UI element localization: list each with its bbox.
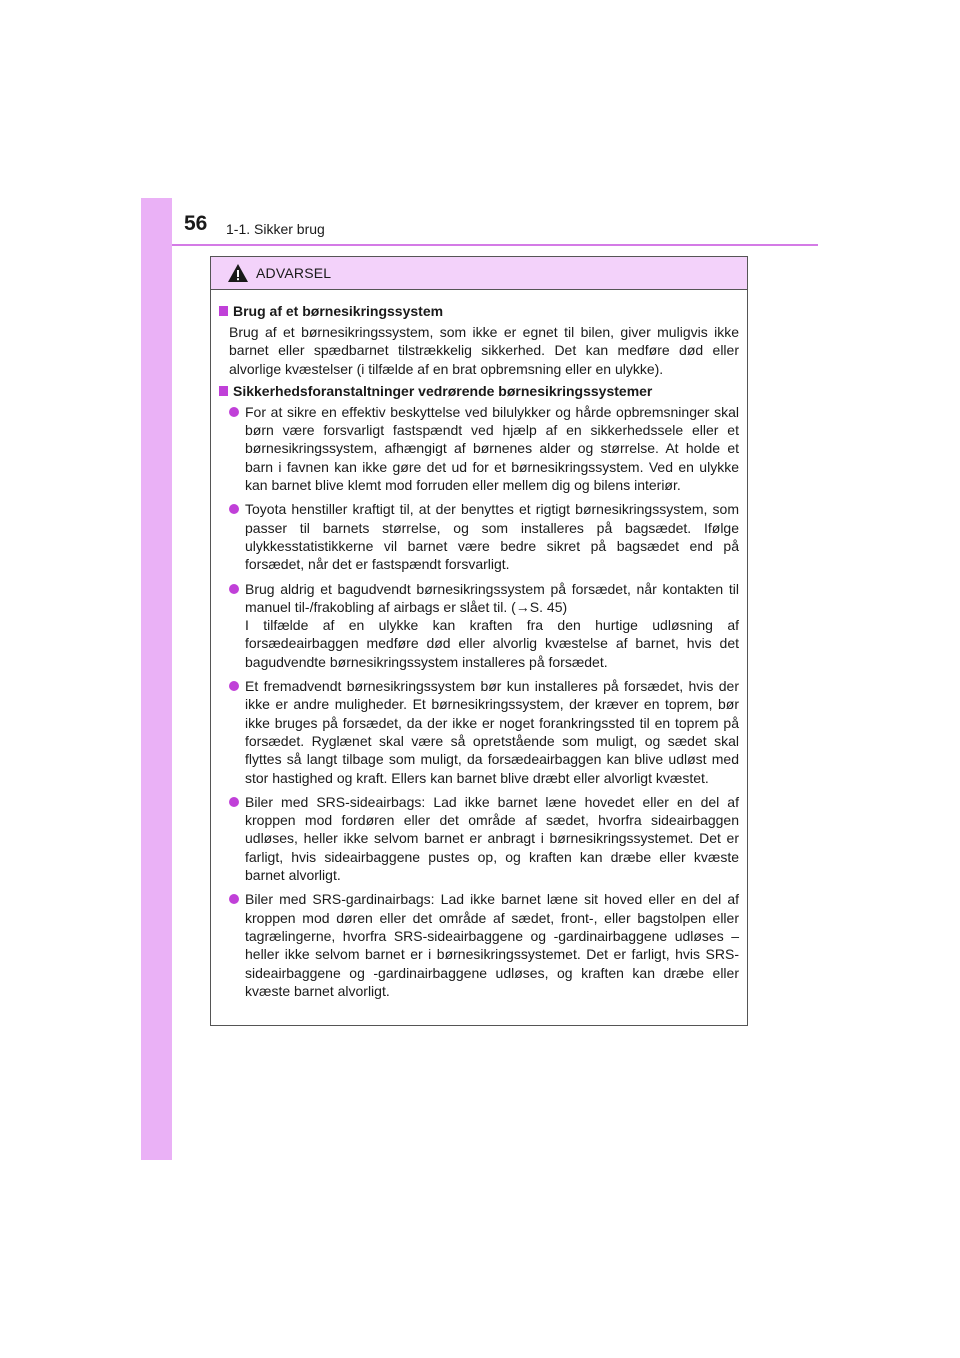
section-title: 1-1. Sikker brug: [226, 221, 325, 237]
list-item-text: Biler med SRS-gardinairbags: Lad ikke barnet læne sit hoved eller en del af kroppen mod døren eller det område af sædet, front-, eller bagstolpen eller tagrælingerne, hvorfra SRS-sideairbaggene og -gardinairbaggene udløses – heller ikke selvom barnet er i børnesikringssystemet. Det er farligt, hvis SRS-sideairbaggene og -gardinairbaggene udløses, og kraften kan dræbe eller kvæste barnet alvorligt.: [245, 891, 739, 999]
section-heading: [219, 302, 739, 320]
list-item: [229, 500, 739, 573]
warning-triangle-icon: [227, 263, 249, 283]
list-item: [229, 403, 739, 494]
warning-box: [210, 256, 748, 1026]
warning-header: [211, 257, 747, 290]
section-heading-text: Sikkerhedsforanstaltninger vedrørende børnesikringssystemer: [233, 382, 653, 399]
square-bullet-icon: [219, 386, 228, 396]
list-item-text: For at sikre en effektiv beskyttelse ved bilulykker og hårde opbremsninger skal børn være forsvarligt fastspændt ved hjælp af en sikkerhedssele eller et børnesikringssystem, afhængigt af børnenes alder og størrelse. At holde et barn i favnen kan ikke gøre det ud for et børnesikringssystem. Ved en ulykke kan barnet blive klemt mod forruden eller mellem dig og bilens interiør.: [245, 403, 739, 494]
page-number: 56: [184, 212, 208, 235]
round-bullet-icon: [229, 681, 239, 691]
list-item-text-continued: I tilfælde af en ulykke kan kraften fra den hurtige udløsning af forsædeairbaggen medføre død eller alvorlig kvæstelse af barnet, hvis det bagudvendte børnesikringssystem installeres på forsædet.: [245, 617, 739, 670]
section-heading-text: Brug af et børnesikringssystem: [233, 303, 444, 319]
round-bullet-icon: [229, 894, 239, 904]
list-item-text: Toyota henstiller kraftigt til, at der benyttes et rigtigt børnesikringssystem, som passer til barnets størrelse, og som installeres på bagsædet. Ifølge ulykkesstatistikkerne vil barnet være bedre sikret på bagsædet end på forsædet, når det er fastspændt forsvarligt.: [245, 501, 739, 573]
list-item: [229, 793, 739, 884]
warning-body: [211, 290, 747, 1000]
square-bullet-icon: [219, 306, 228, 316]
list-item-text: Et fremadvendt børnesikringssystem bør kun installeres på forsædet, hvis der ikke er andre muligheder. Et børnesikringssystem, der kræver en toprem, bør ikke bruges på forsædet, da der ikke er noget forankringssted til en toprem på forsædet. Ryglænet skal være så opretstående som muligt, og sædet skal flyttes så langt tilbage som muligt, da forsædeairbaggen kan blive udløst med stor hastighed og kraft. Ellers kan barnet blive dræbt eller alvorligt kvæstet.: [245, 678, 739, 786]
header-rule: [172, 244, 818, 246]
list-item-text: Brug aldrig et bagudvendt børnesikringssystem på forsædet, når kontakten til manuel til-/frakobling af airbags er slået til. (→S. 45): [245, 580, 739, 615]
round-bullet-icon: [229, 797, 239, 807]
section-paragraph: Brug af et børnesikringssystem, som ikke er egnet til bilen, giver muligvis ikke barnet eller spædbarnet tilstrækkelig sikkerhed. Det kan medføre død eller alvorlige kvæstelser (i tilfælde af en brat opbremsning eller en ulykke).: [229, 324, 739, 377]
list-item-text: Biler med SRS-sideairbags: Lad ikke barnet læne hovedet eller en del af kroppen mod fordøren eller det område af sædet, hvorfra sideairbaggen udløses, heller ikke selvom barnet er anbragt i børnesikringssystemet. Det er farligt, hvis sideairbaggene pustes op, og kraften kan dræbe eller kvæste barnet alvorligt.: [245, 793, 739, 884]
list-item: [229, 677, 739, 787]
warning-label: ADVARSEL: [256, 265, 332, 281]
list-item: [229, 890, 739, 1000]
round-bullet-icon: [229, 407, 239, 417]
side-tab-strip: [141, 198, 172, 1160]
list-item: [229, 580, 739, 671]
round-bullet-icon: [229, 584, 239, 594]
section-heading: [219, 382, 739, 400]
round-bullet-icon: [229, 504, 239, 514]
